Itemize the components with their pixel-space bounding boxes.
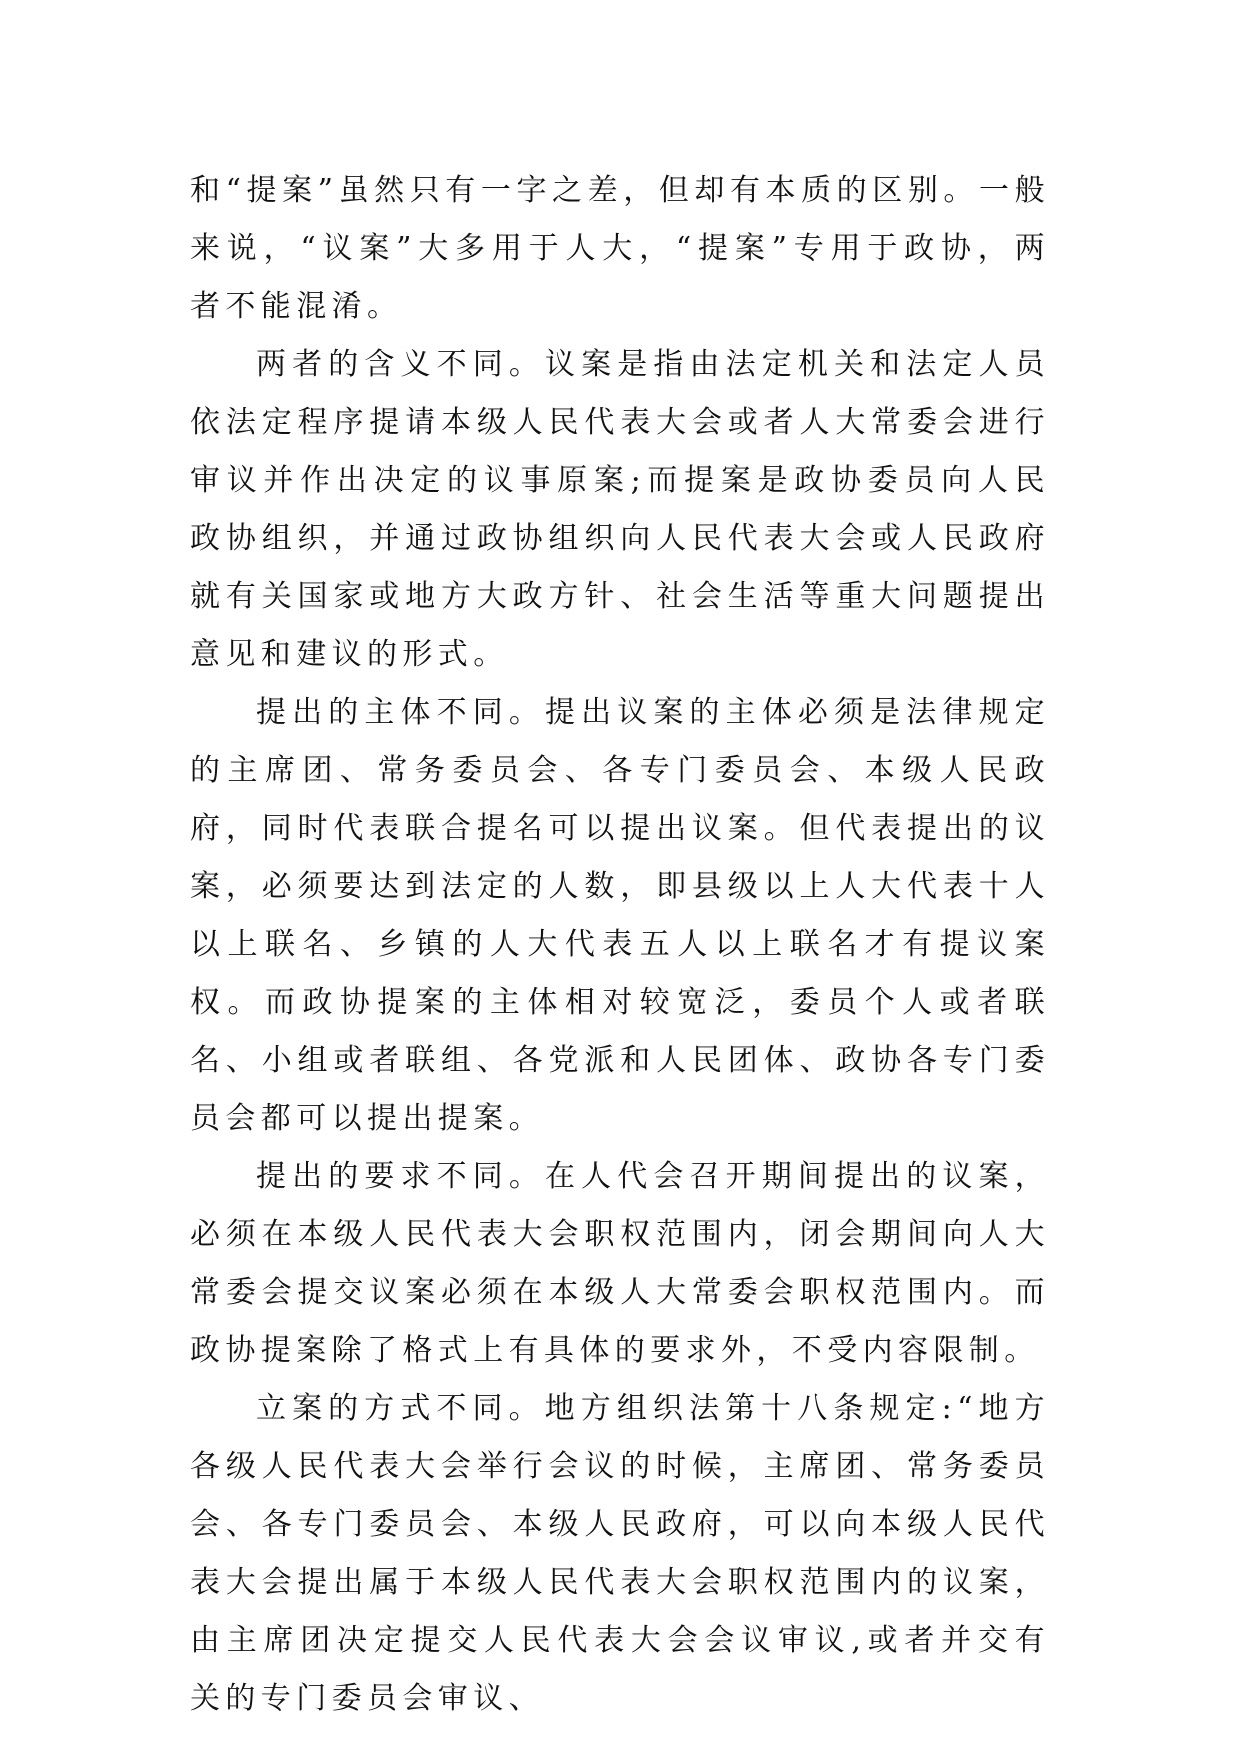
paragraph-requirements: 提出的要求不同。在人代会召开期间提出的议案，必须在本级人民代表大会职权范围内，闭会期间向人大常委会提交议案必须在本级人大常委会职权范围内。而政协提案除了格式上有具体的要求外，不受内容限制。 xyxy=(190,1159,1050,1368)
paragraph-subject: 提出的主体不同。提出议案的主体必须是法律规定的主席团、常务委员会、各专门委员会、本级人民政府，同时代表联合提名可以提出议案。但代表提出的议案，必须要达到法定的人数，即县级以上人大代表十人以上联名、乡镇的人大代表五人以上联名才有提议案权。而政协提案的主体相对较宽泛，委员个人或者联名、小组或者联组、各党派和人民团体、政协各专门委员会都可以提出提案。 xyxy=(190,695,1050,1136)
document-page xyxy=(190,162,1050,1728)
paragraph-filing: 立案的方式不同。地方组织法第十八条规定:“地方各级人民代表大会举行会议的时候，主席团、常务委员会、各专门委员会、本级人民政府，可以向本级人民代表大会提出属于本级人民代表大会职权范围内的议案，由主席团决定提交人民代表大会会议审议,或者并交有关的专门委员会审议、 xyxy=(190,1391,1050,1716)
paragraph-meaning: 两者的含义不同。议案是指由法定机关和法定人员依法定程序提请本级人民代表大会或者人大常委会进行审议并作出决定的议事原案;而提案是政协委员向人民政协组织，并通过政协组织向人民代表大会或人民政府就有关国家或地方大政方针、社会生活等重大问题提出意见和建议的形式。 xyxy=(190,347,1050,672)
paragraph-intro: 和“提案”虽然只有一字之差，但却有本质的区别。一般来说，“议案”大多用于人大，“提案”专用于政协，两者不能混淆。 xyxy=(190,173,1050,324)
